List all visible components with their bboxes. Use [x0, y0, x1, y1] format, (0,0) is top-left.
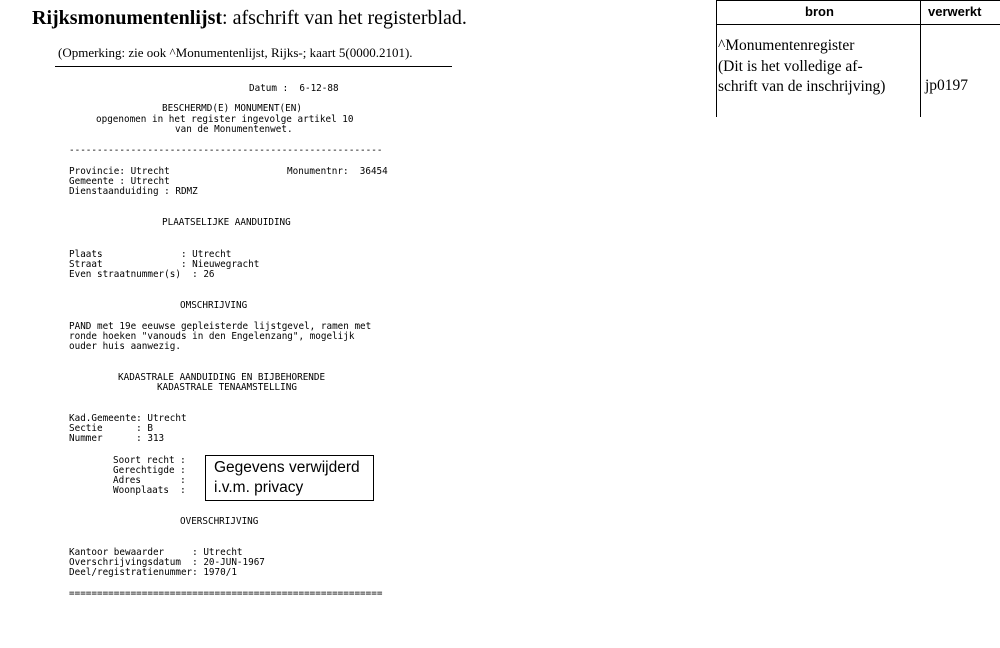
privacy-line-2: i.v.m. privacy: [214, 479, 304, 496]
omschrijving-line-2: ronde hoeken "vanouds in den Engelenzang", mogelijk: [69, 331, 355, 342]
overschrijvingsdatum: Overschrijvingsdatum : 20-JUN-1967: [69, 557, 265, 568]
title-rest: : afschrift van het registerblad.: [222, 7, 467, 29]
page-title: [32, 7, 467, 30]
even-straatnummers: Even straatnummer(s) : 26: [69, 269, 215, 280]
column-header-verwerkt: verwerkt: [928, 4, 982, 19]
heading-kadastrale-1: KADASTRALE AANDUIDING EN BIJBEHORENDE: [118, 372, 326, 383]
soort-recht: Soort recht :: [113, 455, 186, 466]
straat: Straat : Nieuwegracht: [69, 259, 260, 270]
gerechtigde: Gerechtigde :: [113, 465, 186, 476]
plaats: Plaats : Utrecht: [69, 249, 232, 260]
table-top-border: [717, 0, 1000, 1]
adres: Adres :: [113, 475, 186, 486]
heading-omschrijving: OMSCHRIJVING: [180, 300, 248, 311]
woonplaats: Woonplaats :: [113, 485, 186, 496]
kantoor-bewaarder: Kantoor bewaarder : Utrecht: [69, 547, 243, 558]
title-bold: Rijksmonumentenlijst: [32, 7, 223, 29]
datum: Datum : 6-12-88: [249, 83, 339, 94]
verwerkt-cell: jp0197: [925, 77, 969, 94]
sectie: Sectie : B: [69, 423, 153, 434]
omschrijving-line-1: PAND met 19e eeuwse gepleisterde lijstgevel, ramen met: [69, 321, 372, 332]
heading-plaatselijke: PLAATSELIJKE AANDUIDING: [162, 217, 291, 228]
column-header-bron: bron: [805, 4, 834, 19]
heading-overschrijving: OVERSCHRIJVING: [180, 516, 259, 527]
bron-cell: ^Monumentenregister (Dit is het volledige af- schrift van de inschrijving): [718, 37, 886, 95]
table-left-border: [716, 0, 717, 117]
omschrijving-line-3: ouder huis aanwezig.: [69, 341, 181, 352]
remark-note: (Opmerking: zie ook ^Monumentenlijst, Rijks-; kaart 5(0000.2101).: [58, 45, 413, 60]
kad-gemeente: Kad.Gemeente: Utrecht: [69, 413, 187, 424]
dienstaanduiding: Dienstaanduiding : RDMZ: [69, 186, 198, 197]
deel-registratienummer: Deel/registratienummer: 1970/1: [69, 567, 237, 578]
privacy-redaction-box: [205, 455, 374, 501]
privacy-line-1: Gegevens verwijderd: [214, 459, 360, 476]
monumentnr: Monumentnr: 36454: [287, 166, 388, 177]
table-column-divider: [920, 0, 921, 117]
heading-opgenomen: opgenomen in het register ingevolge artikel 10: [96, 114, 354, 125]
heading-monumentenwet: van de Monumentenwet.: [175, 124, 293, 135]
heading-kadastrale-2: KADASTRALE TENAAMSTELLING: [157, 382, 297, 393]
heading-beschermd: BESCHERMD(E) MONUMENT(EN): [162, 103, 302, 114]
dash-separator: --------------------------------------------------------: [69, 145, 383, 156]
nummer: Nummer : 313: [69, 433, 165, 444]
provincie: Provincie: Utrecht: [69, 166, 170, 177]
remark-underline: [55, 66, 452, 67]
gemeente: Gemeente : Utrecht: [69, 176, 170, 187]
table-header-border: [717, 24, 1000, 25]
equals-separator: ========================================================: [69, 588, 383, 599]
